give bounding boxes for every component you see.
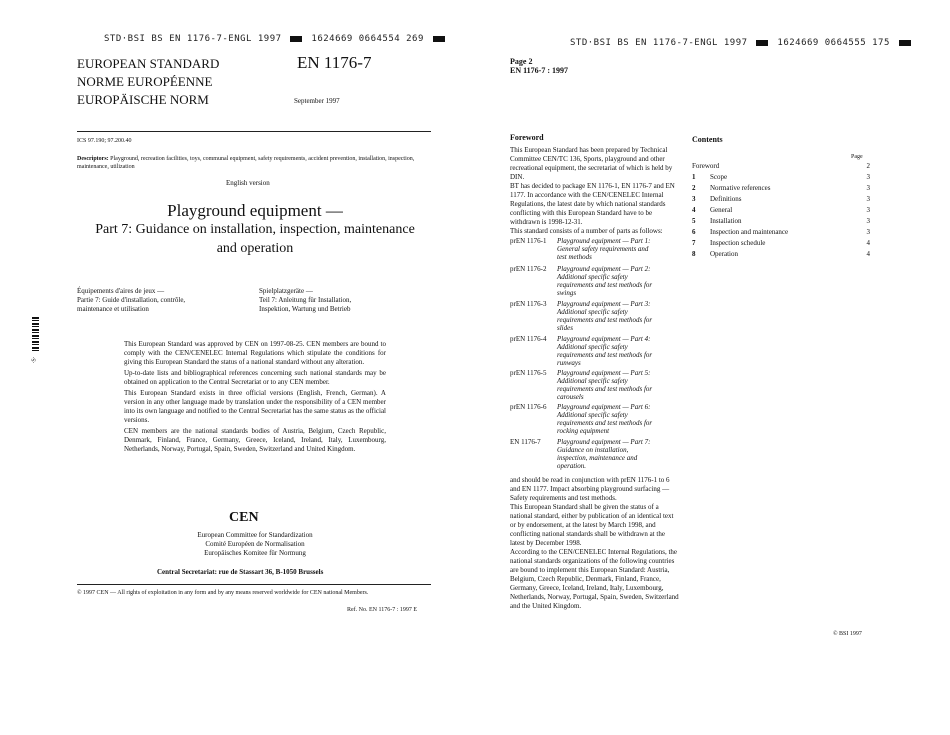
toc-page: 3 bbox=[866, 173, 870, 181]
reference-number: Ref. No. EN 1176-7 : 1997 E bbox=[347, 607, 418, 613]
part-list-item bbox=[510, 335, 657, 367]
toc-page: 3 bbox=[866, 206, 870, 214]
toc-page: 2 bbox=[866, 162, 870, 170]
toc-number: 3 bbox=[692, 195, 696, 203]
approval-para-1: This European Standard was approved by CEN on 1997-08-25. CEN members are bound to comply with the CEN/CENELEC Internal Regulations which stipulate the conditions for giving this European Standard the status of a national standard without any alteration. bbox=[124, 340, 386, 366]
toc-title: Inspection and maintenance bbox=[710, 228, 789, 236]
toc-row[interactable] bbox=[692, 205, 870, 216]
toc-page: 4 bbox=[866, 250, 870, 258]
toc-row[interactable] bbox=[692, 249, 870, 260]
part-title: Playground equipment — Part 4: Additional specific safety requirements and test methods for runways bbox=[557, 335, 653, 367]
part-list-item bbox=[510, 300, 657, 332]
part-code: prEN 1176-2 bbox=[510, 265, 547, 273]
page-column-label: Page bbox=[851, 154, 863, 160]
right-header-text: STD·BSI BS EN 1176-7-ENGL 1997 bbox=[570, 38, 748, 48]
part-code: prEN 1176-6 bbox=[510, 403, 547, 411]
right-header-code: 1624669 0664555 175 bbox=[777, 38, 890, 48]
toc-number: 2 bbox=[692, 184, 696, 192]
part-code: EN 1176-7 bbox=[510, 438, 541, 446]
title-line-2: Part 7: Guidance on installation, inspection, maintenance bbox=[95, 222, 415, 237]
fr-title-line: maintenance et utilisation bbox=[77, 305, 149, 313]
read-with-para: and should be read in conjunction with prEN 1176-1 to 6 and EN 1177. Impact absorbing playground surfacing — Safety requirements and test methods. bbox=[510, 476, 670, 502]
foreword-para-3: This standard consists of a number of parts as follows: bbox=[510, 227, 663, 235]
toc-page: 4 bbox=[866, 239, 870, 247]
status-para: This European Standard shall be given the status of a national standard, either by publication of an identical text or by endorsement, at the latest by March 1998, and conflicting national standards shall be withdrawn at the latest by December 1998. bbox=[510, 503, 674, 547]
header-block-mark bbox=[756, 40, 768, 46]
foreword-heading: Foreword bbox=[510, 133, 544, 142]
regulations-para: According to the CEN/CENELEC Internal Regulations, the national standards organizations of the following countries are bound to implement this European Standard: Austria, Belgium, Czech Republic, Denmark, Finland, France, Germany, Greece, Iceland, Ireland, Italy, Luxembourg, Netherlands, Norway, Portugal, Spain, Sweden, Switzerland and the United Kingdom. bbox=[510, 548, 679, 610]
part-code: prEN 1176-5 bbox=[510, 369, 547, 377]
descriptors-text: Playground, recreation facilities, toys, communal equipment, safety requirements, accident prevention, installation, inspection, maintenance, utilization bbox=[77, 156, 415, 170]
toc-row[interactable] bbox=[692, 227, 870, 238]
toc-number: 5 bbox=[692, 217, 696, 225]
left-header-text: STD·BSI BS EN 1176-7-ENGL 1997 bbox=[104, 34, 282, 44]
toc-row[interactable] bbox=[692, 172, 870, 183]
part-code: prEN 1176-3 bbox=[510, 300, 547, 308]
part-title: Playground equipment — Part 7: Guidance on installation, inspection, maintenance and operation. bbox=[557, 438, 651, 470]
part-code: prEN 1176-1 bbox=[510, 237, 547, 245]
toc-number: 8 bbox=[692, 250, 696, 258]
toc-number: 4 bbox=[692, 206, 696, 214]
foreword-continued bbox=[510, 476, 680, 611]
standard-title-en: EUROPEAN STANDARD bbox=[77, 56, 220, 71]
cen-name-de: Europäisches Komitee für Normung bbox=[204, 549, 306, 557]
contents-heading: Contents bbox=[692, 135, 723, 144]
part-title: Playground equipment — Part 3: Additional specific safety requirements and test methods for slides bbox=[557, 300, 653, 332]
margin-barcode bbox=[32, 317, 39, 353]
toc-number: 1 bbox=[692, 173, 696, 181]
de-title-line: Spielplatzgeräte — bbox=[259, 287, 313, 295]
toc-title: Normative references bbox=[710, 184, 771, 192]
part-title: Playground equipment — Part 2: Additional specific safety requirements and test methods for swings bbox=[557, 265, 653, 297]
toc-title: Foreword bbox=[692, 162, 720, 170]
document-title bbox=[77, 201, 433, 258]
approval-para-3: This European Standard exists in three official versions (English, French, German). A version in any other language made by translation under the responsibility of a CEN member into its own language and notified to the Central Secretariat has the same status as the official versions. bbox=[124, 389, 386, 424]
cen-logo-text: CEN bbox=[229, 510, 259, 525]
table-of-contents bbox=[692, 161, 870, 260]
part-list-item bbox=[510, 438, 657, 470]
cen-name-fr: Comité Européen de Normalisation bbox=[205, 540, 305, 548]
left-header-code: 1624669 0664554 269 bbox=[311, 34, 424, 44]
toc-row[interactable] bbox=[692, 161, 870, 172]
cen-name-en: European Committee for Standardization bbox=[197, 531, 313, 539]
cen-names bbox=[150, 531, 360, 558]
toc-title: Scope bbox=[710, 173, 728, 181]
english-version: English version bbox=[226, 179, 270, 187]
part-list-item bbox=[510, 265, 657, 297]
doc-reference: EN 1176-7 : 1997 bbox=[510, 66, 568, 75]
toc-row[interactable] bbox=[692, 183, 870, 194]
publication-date: September 1997 bbox=[294, 97, 340, 105]
title-line-3: and operation bbox=[216, 241, 294, 256]
foreword-para-2: BT has decided to package EN 1176-1, EN 1176-7 and EN 1177. In accordance with the CEN/CENELEC Internal Regulations, the latest date by which national standards conflicting with this European Standard have to be withdrawn is 1998-12-31. bbox=[510, 182, 675, 226]
toc-title: General bbox=[710, 206, 733, 214]
toc-title: Definitions bbox=[710, 195, 742, 203]
de-title-line: Inspektion, Wartung und Betrieb bbox=[259, 305, 351, 313]
approval-para-4: CEN members are the national standards bodies of Austria, Belgium, Czech Republic, Denmark, Finland, France, Germany, Greece, Iceland, Ireland, Italy, Luxembourg, Netherlands, Norway, Portugal, Spain, Sweden, Switzerland and United Kingdom. bbox=[124, 427, 386, 453]
german-title bbox=[259, 287, 429, 314]
part-list-item bbox=[510, 403, 657, 435]
header-block-mark bbox=[290, 36, 302, 42]
page-number: Page 2 bbox=[510, 57, 533, 66]
central-secretariat: Central Secretariat: rue de Stassart 36, B-1050 Brussels bbox=[157, 568, 324, 576]
part-title: Playground equipment — Part 5: Additional specific safety requirements and test methods for carousels bbox=[557, 369, 653, 401]
standard-title-fr: NORME EUROPÉENNE bbox=[77, 74, 213, 89]
descriptors-label: Descriptors: bbox=[77, 156, 109, 162]
french-title bbox=[77, 287, 247, 314]
toc-row[interactable] bbox=[692, 216, 870, 227]
left-page-header bbox=[104, 34, 448, 44]
approval-para-2: Up-to-date lists and bibliographical references concerning such national standards may be obtained on application to the Central Secretariat or to any CEN member. bbox=[124, 369, 386, 386]
toc-title: Installation bbox=[710, 217, 742, 225]
toc-number: 6 bbox=[692, 228, 696, 236]
fr-title-line: Équipements d'aires de jeux — bbox=[77, 287, 165, 295]
en-number: EN 1176-7 bbox=[297, 53, 372, 72]
header-block-mark bbox=[433, 36, 445, 42]
top-rule bbox=[77, 131, 431, 132]
toc-page: 3 bbox=[866, 195, 870, 203]
standard-title-de: EUROPÄISCHE NORM bbox=[77, 92, 209, 107]
part-code: prEN 1176-4 bbox=[510, 335, 547, 343]
toc-title: Inspection schedule bbox=[710, 239, 766, 247]
toc-title: Operation bbox=[710, 250, 738, 258]
header-block-mark bbox=[899, 40, 911, 46]
part-list-item bbox=[510, 237, 657, 261]
ics-code: ICS 97.190; 97.200.40 bbox=[77, 138, 132, 144]
toc-number: 7 bbox=[692, 239, 696, 247]
part-title: Playground equipment — Part 6: Additional specific safety requirements and test methods for rocking equipment bbox=[557, 403, 653, 435]
toc-page: 3 bbox=[866, 184, 870, 192]
toc-row[interactable] bbox=[692, 194, 870, 205]
copyright-notice: © 1997 CEN — All rights of exploitation in any form and by any means reserved worldwide for CEN national Members. bbox=[77, 590, 369, 596]
fr-title-line: Partie 7: Guide d'installation, contrôle, bbox=[77, 296, 186, 304]
toc-row[interactable] bbox=[692, 238, 870, 249]
right-page-header bbox=[570, 38, 914, 48]
toc-page: 3 bbox=[866, 217, 870, 225]
part-list-item bbox=[510, 369, 657, 401]
de-title-line: Teil 7: Anleitung für Installation, bbox=[259, 296, 352, 304]
foreword-text bbox=[510, 146, 680, 236]
foreword-para-1: This European Standard has been prepared by Technical Committee CEN/TC 136, Sports, playground and other recreational equipment, the secretariat of which is held by DIN. bbox=[510, 146, 673, 181]
title-line-1: Playground equipment — bbox=[167, 201, 343, 220]
approval-text bbox=[124, 340, 386, 454]
part-title: Playground equipment — Part 1: General safety requirements and test methods bbox=[557, 237, 651, 261]
descriptors bbox=[77, 155, 433, 171]
bsi-copyright: © BSI 1997 bbox=[833, 631, 862, 637]
margin-mark: ·S· bbox=[31, 356, 38, 364]
toc-page: 3 bbox=[866, 228, 870, 236]
bottom-rule bbox=[77, 584, 431, 585]
